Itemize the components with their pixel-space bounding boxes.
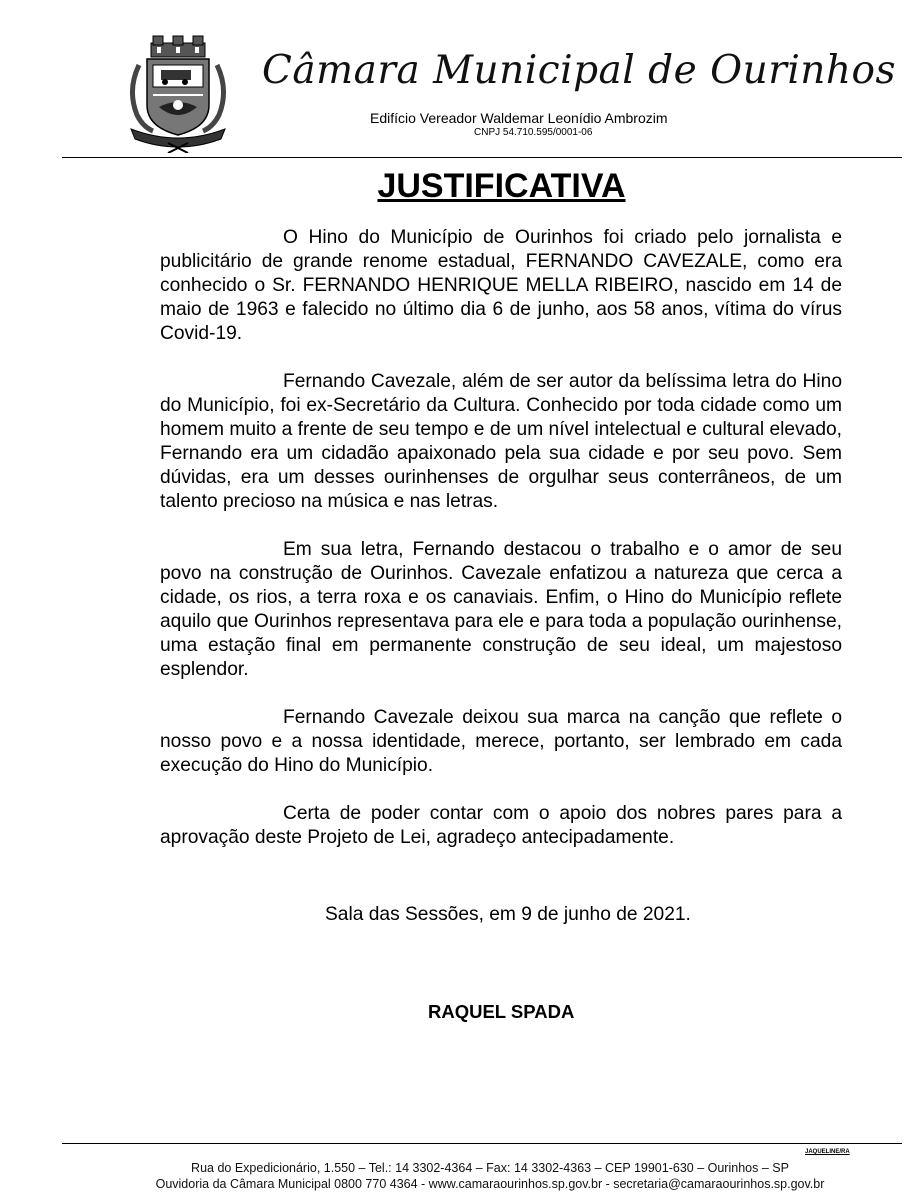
footer-contact: Ouvidoria da Câmara Municipal 0800 770 4364 - www.camaraourinhos.sp.gov.br - secretaria@camaraourinhos.sp.gov.br [155, 1177, 825, 1191]
paragraph: Em sua letra, Fernando destacou o trabalho e o amor de seu povo na construção de Ourinhos. Cavezale enfatizou a natureza que cerca a cidade, os rios, a terra roxa e os canaviais. Enfim, o Hino do Município reflete aquilo que Ourinhos representava para ele e para toda a população ourinhense, uma estação final em permanente construção de seu ideal, um majestoso esplendor. [160, 539, 842, 680]
date-line: Sala das Sessões, em 9 de junho de 2021. [325, 904, 691, 925]
paragraph: Fernando Cavezale, além de ser autor da belíssima letra do Hino do Município, foi ex-Secretário da Cultura. Conhecido por toda cidade como um homem muito a frente de seu tempo e de um nível intelectual e cultural elevado, Fernando era um cidadão apaixonado pela sua cidade e por seu povo. Sem dúvidas, era um desses ourinhenses de orgulhar seus conterrâneos, de um talento precioso na música e nas letras. [160, 371, 842, 512]
building-name: Edifício Vereador Waldemar Leonídio Ambrozim [370, 110, 668, 126]
paragraph: O Hino do Município de Ourinhos foi criado pelo jornalista e publicitário de grande renome estadual, FERNANDO CAVEZALE, como era conhecido o Sr. FERNANDO HENRIQUE MELLA RIBEIRO, nascido em 14 de maio de 1963 e falecido no último dia 6 de junho, aos 58 anos, vítima do vírus Covid-19. [160, 227, 842, 344]
paragraph: Fernando Cavezale deixou sua marca na canção que reflete o nosso povo e a nossa identidade, merece, portanto, ser lembrado em cada execução do Hino do Município. [160, 707, 842, 776]
document-body [160, 226, 842, 874]
paragraph: Certa de poder contar com o apoio dos nobres pares para a aprovação deste Projeto de Lei, agradeço antecipadamente. [160, 803, 842, 848]
header-divider [62, 157, 902, 158]
cnpj: CNPJ 54.710.595/0001-06 [474, 127, 593, 138]
signer-name: RAQUEL SPADA [428, 1001, 575, 1022]
footer-address: Rua do Expedicionário, 1.550 – Tel.: 14 3302-4364 – Fax: 14 3302-4363 – CEP 19901-630 – Ourinhos – SP [191, 1161, 789, 1175]
document-title: JUSTIFICATIVA [377, 167, 626, 205]
typist-initials: JAQUELINE/RA [805, 1149, 850, 1155]
footer [140, 1160, 840, 1192]
city-crest-icon [123, 35, 233, 153]
institution-name: Câmara Municipal de Ourinhos [262, 48, 897, 93]
footer-divider [62, 1143, 902, 1144]
